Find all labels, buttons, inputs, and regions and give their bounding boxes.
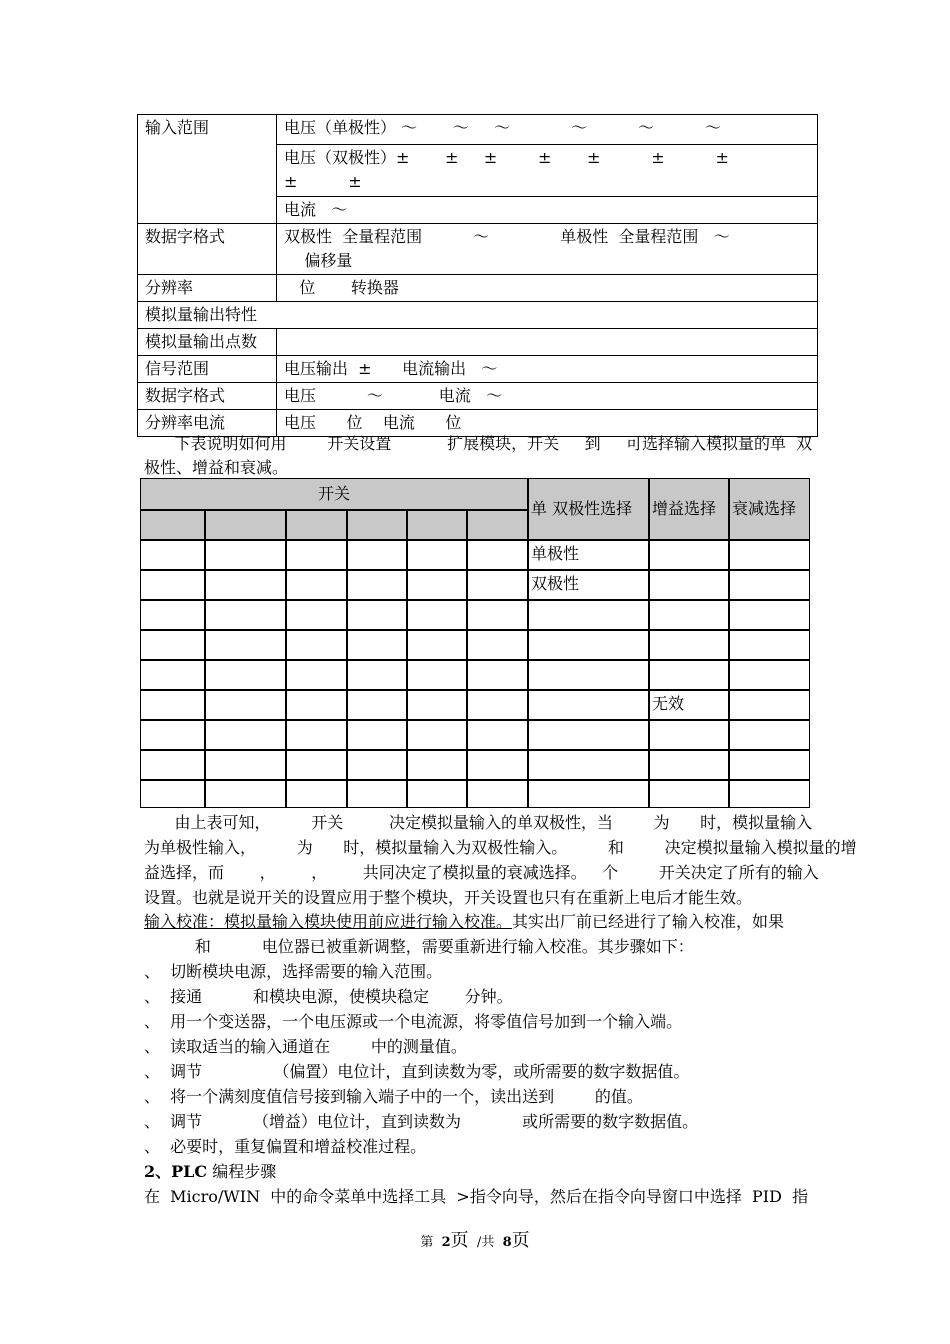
spec-value: 电压输出 ± 电流输出 ～: [277, 356, 818, 383]
switch-cell: [347, 720, 407, 750]
step-item: 、 必要时，重复偏置和增益校准过程。: [144, 1137, 427, 1156]
polarity-cell: [528, 720, 649, 750]
intro-line: 极性、增益和衰减。: [144, 458, 289, 477]
spec-label: 分辨率电流: [138, 410, 277, 437]
section-body: 在 Micro/WIN 中的命令菜单中选择工具 >指令向导，然后在指令向导窗口中选择 PID 指: [144, 1187, 809, 1206]
spec-label: 输入范围: [138, 115, 277, 224]
switch-cell: [140, 660, 205, 690]
spec-label: 数据字格式: [138, 383, 277, 410]
section-title: 编程步骤: [207, 1162, 277, 1181]
switch-cell: [407, 660, 467, 690]
switch-cell: [286, 600, 347, 630]
page-footer: [0, 1226, 950, 1252]
switch-cell: [205, 750, 286, 780]
switch-cell: [205, 780, 286, 808]
spec-label: 模拟量输出点数: [138, 329, 277, 356]
gain-header: 增益选择: [649, 478, 729, 540]
attenuation-cell: [729, 780, 810, 808]
switch-cell: [140, 690, 205, 720]
switch-cell: [467, 750, 528, 780]
switch-cell: [407, 780, 467, 808]
switch-cell: [407, 630, 467, 660]
footer-prefix: 第: [420, 1235, 442, 1250]
switch-cell: [467, 630, 528, 660]
switch-cell: [467, 570, 528, 600]
switch-cell: [407, 540, 467, 570]
spec-value: 位 转换器: [277, 275, 818, 302]
switch-cell: [347, 750, 407, 780]
para-line: 为单极性输入， 为 时，模拟量输入为双极性输入。 和 决定模拟量输入模拟量的增: [144, 838, 857, 857]
switch-cell: [286, 780, 347, 808]
gain-cell: [649, 540, 729, 570]
spec-section-label: 模拟量输出特性: [138, 302, 818, 329]
step-item: 、 读取适当的输入通道在 中的测量值。: [144, 1037, 467, 1056]
switch-cell: [407, 720, 467, 750]
spec-label: 信号范围: [138, 356, 277, 383]
intro-line: 下表说明如何用 开关设置 扩展模块，开关 到 可选择输入模拟量的单 双: [144, 434, 813, 453]
switch-cell: [347, 630, 407, 660]
switch-cell: [205, 540, 286, 570]
footer-total-pages: 8: [502, 1235, 512, 1250]
switch-cell: [140, 750, 205, 780]
switch-cell: [205, 690, 286, 720]
spec-value: 电流 ～: [277, 197, 818, 224]
gain-cell: [649, 750, 729, 780]
gain-cell: 无效: [649, 690, 729, 720]
switch-cell: [347, 570, 407, 600]
switch-subheader-cell: [407, 510, 467, 540]
switch-cell: [286, 660, 347, 690]
switch-cell: [286, 690, 347, 720]
switch-cell: [286, 570, 347, 600]
para-line: 益选择，而 ， ， 共同决定了模拟量的衰减选择。 个 开关决定了所有的输入: [144, 863, 819, 882]
polarity-cell: [528, 600, 649, 630]
switch-cell: [205, 660, 286, 690]
step-item: 、 调节 （增益）电位计，直到读数为 或所需要的数字数据值。: [144, 1112, 699, 1131]
attenuation-cell: [729, 630, 810, 660]
calibration-heading: 输入校准：模拟量输入模块使用前应进行输入校准。: [144, 912, 513, 931]
switch-cell: [467, 720, 528, 750]
switch-cell: [347, 780, 407, 808]
attenuation-cell: [729, 570, 810, 600]
switch-subheader-cell: [140, 510, 205, 540]
calibration-line-2: 和 电位器已被重新调整，需要重新进行输入校准。其步骤如下：: [144, 937, 694, 956]
switch-cell: [140, 600, 205, 630]
switch-subheader-cell: [286, 510, 347, 540]
spec-value: 电压（双极性）± ± ± ± ± ± ± ± ±: [277, 145, 818, 197]
switch-cell: [347, 660, 407, 690]
switch-cell: [467, 540, 528, 570]
attenuation-cell: [729, 690, 810, 720]
switch-cell: [407, 600, 467, 630]
para-line: 由上表可知， 开关 决定模拟量输入的单双极性，当 为 时，模拟量输入: [144, 813, 813, 832]
gain-cell: [649, 570, 729, 600]
footer-total-word: 页: [511, 1230, 530, 1251]
gain-cell: [649, 600, 729, 630]
para-line: 设置。也就是说开关的设置应用于整个模块，开关设置也只有在重新上电后才能生效。: [144, 888, 753, 907]
switch-cell: [347, 600, 407, 630]
switch-cell: [140, 570, 205, 600]
section-heading: [144, 1160, 276, 1184]
switch-cell: [286, 750, 347, 780]
spec-value: 双极性 全量程范围 ～ 单极性 全量程范围 ～ 偏移量: [277, 224, 818, 275]
gain-cell: [649, 780, 729, 808]
footer-page-word: 页: [450, 1230, 469, 1251]
switch-cell: [140, 540, 205, 570]
gain-cell: [649, 720, 729, 750]
switch-cell: [205, 570, 286, 600]
polarity-cell: [528, 780, 649, 808]
footer-page-number: 2: [441, 1235, 451, 1250]
switch-cell: [205, 600, 286, 630]
switch-cell: [205, 720, 286, 750]
switch-cell: [286, 630, 347, 660]
spec-value: 电压 ～ 电流 ～: [277, 383, 818, 410]
switch-cell: [140, 780, 205, 808]
step-item: 、 切断模块电源，选择需要的输入范围。: [144, 962, 443, 981]
switch-cell: [140, 720, 205, 750]
switch-cell: [407, 690, 467, 720]
switch-cell: [407, 570, 467, 600]
step-item: 、 将一个满刻度值信号接到输入端子中的一个，读出送到 的值。: [144, 1087, 643, 1106]
switch-cell: [467, 600, 528, 630]
section-number: 2、PLC: [144, 1162, 208, 1181]
polarity-cell: [528, 750, 649, 780]
gain-cell: [649, 630, 729, 660]
switch-subheader-cell: [205, 510, 286, 540]
attenuation-cell: [729, 750, 810, 780]
attenuation-cell: [729, 720, 810, 750]
polarity-header: 单 双极性选择: [528, 478, 649, 540]
polarity-cell: [528, 660, 649, 690]
attenuation-header: 衰减选择: [729, 478, 810, 540]
footer-mid: /共: [468, 1235, 503, 1250]
switch-cell: [407, 750, 467, 780]
polarity-cell: 双极性: [528, 570, 649, 600]
step-item: 、 接通 和模块电源，使模块稳定 分钟。: [144, 987, 513, 1006]
spec-value: 电压（单极性） ～ ～ ～ ～ ～ ～: [277, 115, 818, 145]
switch-cell: [286, 540, 347, 570]
switch-cell: [347, 540, 407, 570]
switch-cell: [286, 720, 347, 750]
attenuation-cell: [729, 540, 810, 570]
switch-header: 开关: [140, 478, 528, 510]
spec-label: 分辨率: [138, 275, 277, 302]
spec-value: [277, 329, 818, 356]
switch-cell: [467, 660, 528, 690]
switch-cell: [140, 630, 205, 660]
calibration-text: 其实出厂前已经进行了输入校准，如果: [512, 912, 785, 931]
switch-cell: [467, 690, 528, 720]
calibration-line: [144, 910, 784, 934]
attenuation-cell: [729, 660, 810, 690]
switch-cell: [205, 630, 286, 660]
polarity-cell: [528, 690, 649, 720]
spec-table: [137, 114, 818, 437]
spec-value: 电压 位 电流 位: [277, 410, 818, 437]
switch-subheader-cell: [347, 510, 407, 540]
step-item: 、 用一个变送器，一个电压源或一个电流源，将零值信号加到一个输入端。: [144, 1012, 683, 1031]
switch-cell: [347, 690, 407, 720]
spec-label: 数据字格式: [138, 224, 277, 275]
switch-table: [140, 478, 810, 808]
attenuation-cell: [729, 600, 810, 630]
gain-cell: [649, 660, 729, 690]
polarity-cell: [528, 630, 649, 660]
switch-subheader-cell: [467, 510, 528, 540]
step-item: 、 调节 （偏置）电位计，直到读数为零，或所需要的数字数据值。: [144, 1062, 690, 1081]
switch-cell: [467, 780, 528, 808]
polarity-cell: 单极性: [528, 540, 649, 570]
